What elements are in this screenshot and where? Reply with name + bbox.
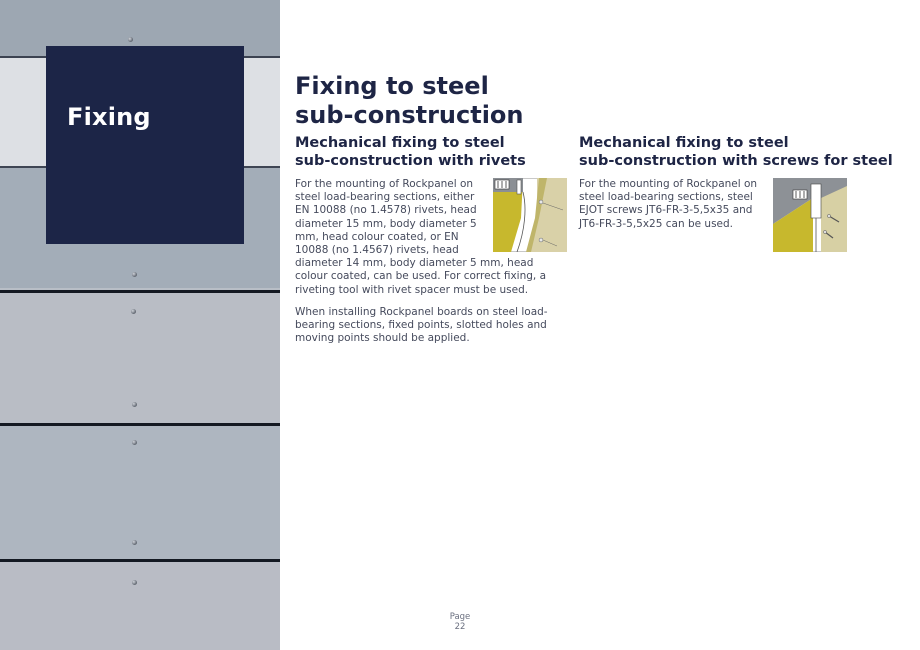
section-title-box [46,46,244,244]
rivets-paragraph-2: When installing Rockpanel boards on steel load-bearing sections, fixed points, slotted holes and moving points should be applied. [295,305,548,345]
screws-heading-line-1: Mechanical fixing to steel [579,135,789,151]
page-title-line-2: sub-construction [295,101,524,129]
page-label: Page [449,612,471,622]
rivets-heading-line-2: sub-construction with rivets [295,153,526,169]
screws-heading-line-2: sub-construction with screws for steel [579,153,893,169]
rivet [132,540,137,545]
rivet [131,309,136,314]
rivet [132,440,137,445]
page-title-line-1: Fixing to steel [295,72,489,100]
screws-heading [579,134,893,170]
cladding-photo [0,0,280,650]
section-title: Fixing [67,103,151,131]
screw-fixing-diagram [773,178,847,252]
page-number [440,612,480,632]
rivets-paragraph-1: For the mounting of Rockpanel on steel load-bearing sections, either EN 10088 (no 1.4578) rivets, head diameter 15 mm, body diameter 5 mm, head colour coated, or EN 10088 (no 1.4567) rivets, head diameter 14 mm, body diameter 5 mm, head colour coated, can be used. For correct fixing, a riveting tool with rivet spacer must be used. [295,178,547,296]
rivets-section [295,134,567,345]
rivet-fixing-diagram [493,178,567,252]
rivet [128,37,133,42]
rivet [132,402,137,407]
rivets-heading [295,134,567,170]
screws-paragraph-1: For the mounting of Rockpanel on steel load-bearing sections, steel EJOT screws JT6-FR-3-5,5x35 and JT6-FR-3-5,5x25 can be used. [579,178,758,230]
rivet [132,272,137,277]
rivets-heading-line-1: Mechanical fixing to steel [295,135,505,151]
page-title [295,72,565,130]
rivet [132,580,137,585]
page-number-value: 22 [454,622,466,632]
screws-section [579,134,893,254]
